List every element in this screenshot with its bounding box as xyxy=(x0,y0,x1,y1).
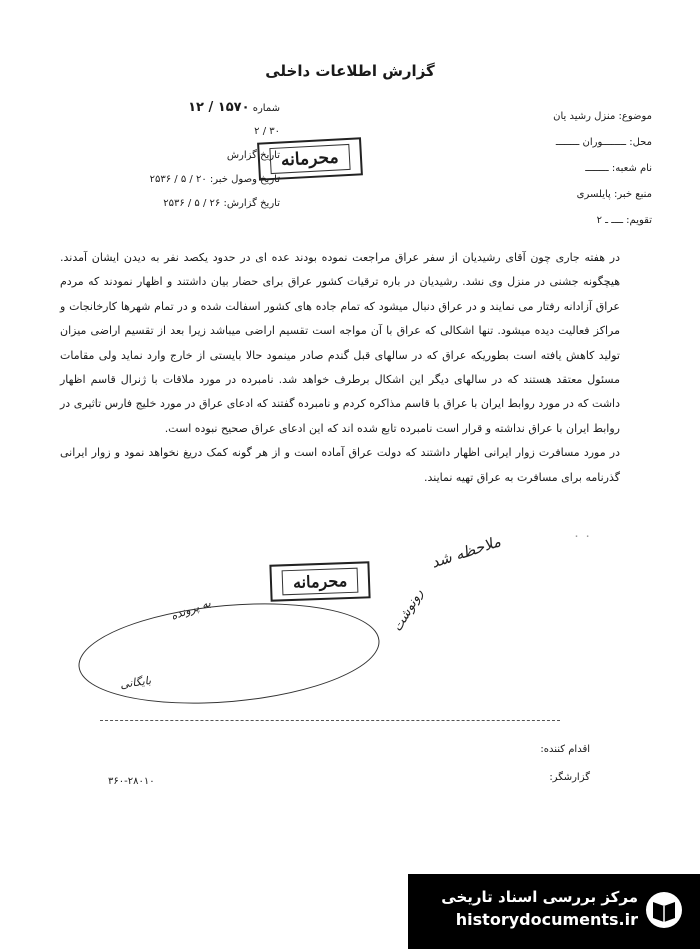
number-value: ۱۵۷۰ / ۱۲ xyxy=(188,100,250,115)
header-field-location: محل: ــــــــوران ــــــــ xyxy=(555,137,652,148)
footer-field-action: اقدام کننده: xyxy=(540,744,590,755)
footer-code: ۳۶۰-۲۸۰۱۰ xyxy=(108,776,155,787)
header-meta xyxy=(90,96,280,216)
header-field-branch: نام شعبه: ــــــــ xyxy=(585,163,652,174)
watermark-site: historydocuments.ir xyxy=(455,910,638,929)
divider-line xyxy=(100,720,560,721)
handwriting-oval xyxy=(74,592,383,715)
confidential-stamp-text: محرمانه xyxy=(269,144,350,174)
signature-copy: رونوشت xyxy=(390,586,427,635)
archive-logo-icon xyxy=(644,890,684,930)
header-field-source: منبع خبر: پایلسری xyxy=(576,189,652,200)
body-paragraph: در هفته جاری چون آقای رشیدیان از سفر عراق مراجعت نموده بودند عده ای در حدود یکصد نفر به دیدن ایشان آمدند. هیچگونه جشنی در منزل وی نشد. رشیدیان در باره ترقیات کشور عراق برای حضار بیان داشتند و اظهار نمودند که مردم عراق آزادانه رفتار می نمایند و در عراق دنبال میشود که تمام جاده های کشور اسفالت شده و در تمام شهرها کارخانجات و مراکز فعالیت دیده میشود. تنها اشکالی که عراق با آن مواجه است تقسیم اراضی میباشد زیرا بعد از تقسیم اراضی میزان تولید کاهش یافته است بطوریکه عراق که در سالهای قبل گندم صادر مینمود حالا بایستی از خارج وارد نماید ولی مقامات مسئول معتقد هستند که در سالهای دیگر این اشکال برطرف خواهد شد. نامبرده در مورد ملاقات با ژنرال قاسم اظهار داشت که در مورد روابط ایران با عراق با قاسم مذاکره کردم و نامبرده گفتند که ادعای عراق در مورد خلیج فارس تاثیری در روابط ایران با عراق نداشته و قرار است نامبرده تابع شده اند که این ادعای عراق صحیح نبوده است. xyxy=(60,251,620,435)
punch-marks: ۰ ۰ xyxy=(573,529,592,544)
date-label: تاریخ گزارش xyxy=(226,150,280,161)
confidential-stamp xyxy=(257,137,362,180)
header-field-subject: موضوع: منزل رشید یان xyxy=(553,111,652,122)
number-sub: ۳۰ / ۲ xyxy=(254,126,280,137)
confidential-stamp-2-text: محرمانه xyxy=(282,568,359,596)
header-field-calendar: تقویم: ــــ ـ ۲ xyxy=(596,215,652,226)
date-received: تاریخ وصول خبر: ۲۰ / ۵ / ۲۵۳۶ xyxy=(149,174,280,185)
header-fields xyxy=(422,104,652,234)
watermark-text xyxy=(420,886,638,932)
signature-file: به پرونده xyxy=(169,596,213,623)
footer-field-reporter: گزارشگر: xyxy=(549,772,590,783)
confidential-stamp-2 xyxy=(269,561,370,601)
date-report: تاریخ گزارش: ۲۶ / ۵ / ۲۵۳۶ xyxy=(163,198,280,209)
report-body xyxy=(60,246,620,490)
number-label: شماره xyxy=(252,103,280,114)
signature-approved: ملاحظه شد xyxy=(428,532,503,572)
signature-archive: بایگانی xyxy=(119,673,152,692)
body-paragraph: در مورد مسافرت زوار ایرانی اظهار داشتند که دولت عراق آماده است و از هر گونه کمک دریغ نخواهد نمود و زوار ایرانی گذرنامه برای مسافرت به عراق تهیه نمایند. xyxy=(60,446,620,484)
footer-fields xyxy=(540,736,590,792)
document-title: گزارش اطلاعات داخلی xyxy=(265,62,435,80)
watermark-name: مرکز بررسی اسناد تاریخی xyxy=(441,888,638,906)
